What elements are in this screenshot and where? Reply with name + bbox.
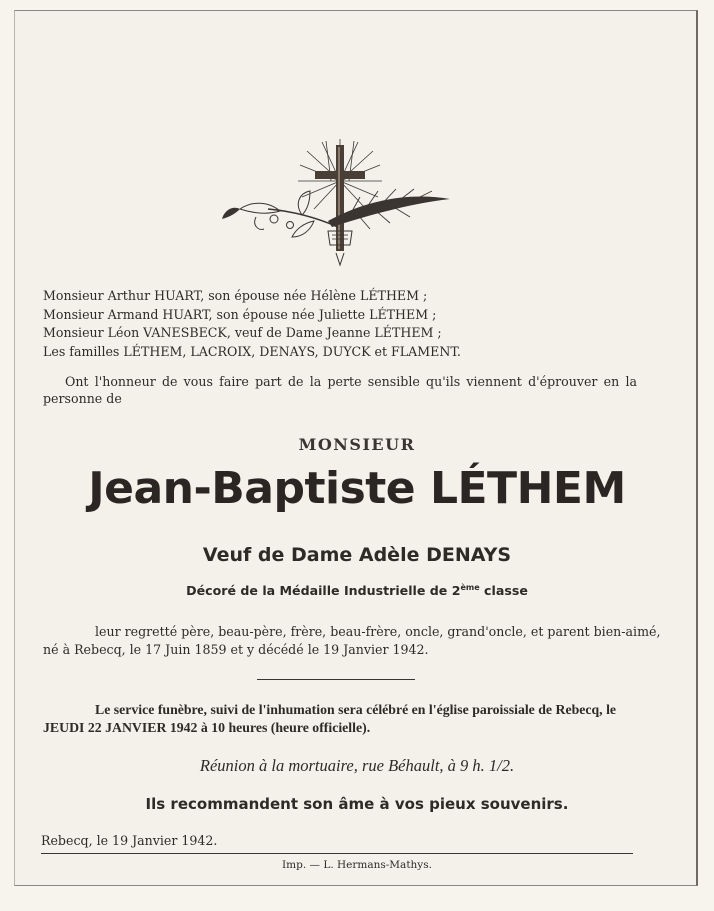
decoration-line <box>15 583 699 598</box>
deceased-name: Jean-Baptiste LÉTHEM <box>88 463 626 514</box>
place-date: Rebecq, le 19 Janvier 1942. <box>41 833 218 848</box>
divider <box>257 679 415 680</box>
family-line: Monsieur Armand HUART, son épouse née Juliette LÉTHEM ; <box>43 306 437 322</box>
decoration-suffix: classe <box>479 583 528 599</box>
deceased-details <box>43 623 661 659</box>
family-line: Monsieur Léon VANESBECK, veuf de Dame Jeanne LÉTHEM ; <box>43 325 442 341</box>
recommendation: Ils recommandent son âme à vos pieux souvenirs. <box>145 795 569 813</box>
honorific: MONSIEUR <box>298 435 416 454</box>
service-line: Le service funèbre, suivi de l'inhumation sera célébré en l'église paroissiale de Rebecq, le <box>95 702 617 717</box>
relations-line: leur regretté père, beau-père, frère, beau-frère, oncle, grand'oncle, et parent bien-aimé, <box>95 624 661 639</box>
bottom-divider <box>41 853 633 854</box>
printer-credit: Imp. — L. Hermans-Mathys. <box>282 859 432 871</box>
decoration-text: Décoré de la Médaille Industrielle de 2 <box>186 583 461 599</box>
service-date-line: JEUDI 22 JANVIER 1942 à 10 heures (heure officielle). <box>43 720 371 735</box>
gathering-info: Réunion à la mortuaire, rue Béhault, à 9 h. 1/2. <box>199 756 515 775</box>
families-announcing <box>43 287 663 361</box>
cross-with-palm-emblem <box>210 133 460 271</box>
widower-line: Veuf de Dame Adèle DENAYS <box>202 544 512 566</box>
decoration-superscript: ème <box>460 583 480 592</box>
funeral-service <box>43 701 639 737</box>
family-line: Monsieur Arthur HUART, son épouse née Hélène LÉTHEM ; <box>43 288 428 303</box>
birth-death-line: né à Rebecq, le 17 Juin 1859 et y décédé le 19 Janvier 1942. <box>43 642 429 657</box>
announcement-intro: Ont l'honneur de vous faire part de la perte sensible qu'ils viennent d'éprouver en la personne de <box>43 374 637 406</box>
mourning-card <box>14 10 698 886</box>
family-line: Les familles LÉTHEM, LACROIX, DENAYS, DUYCK et FLAMENT. <box>43 343 461 359</box>
